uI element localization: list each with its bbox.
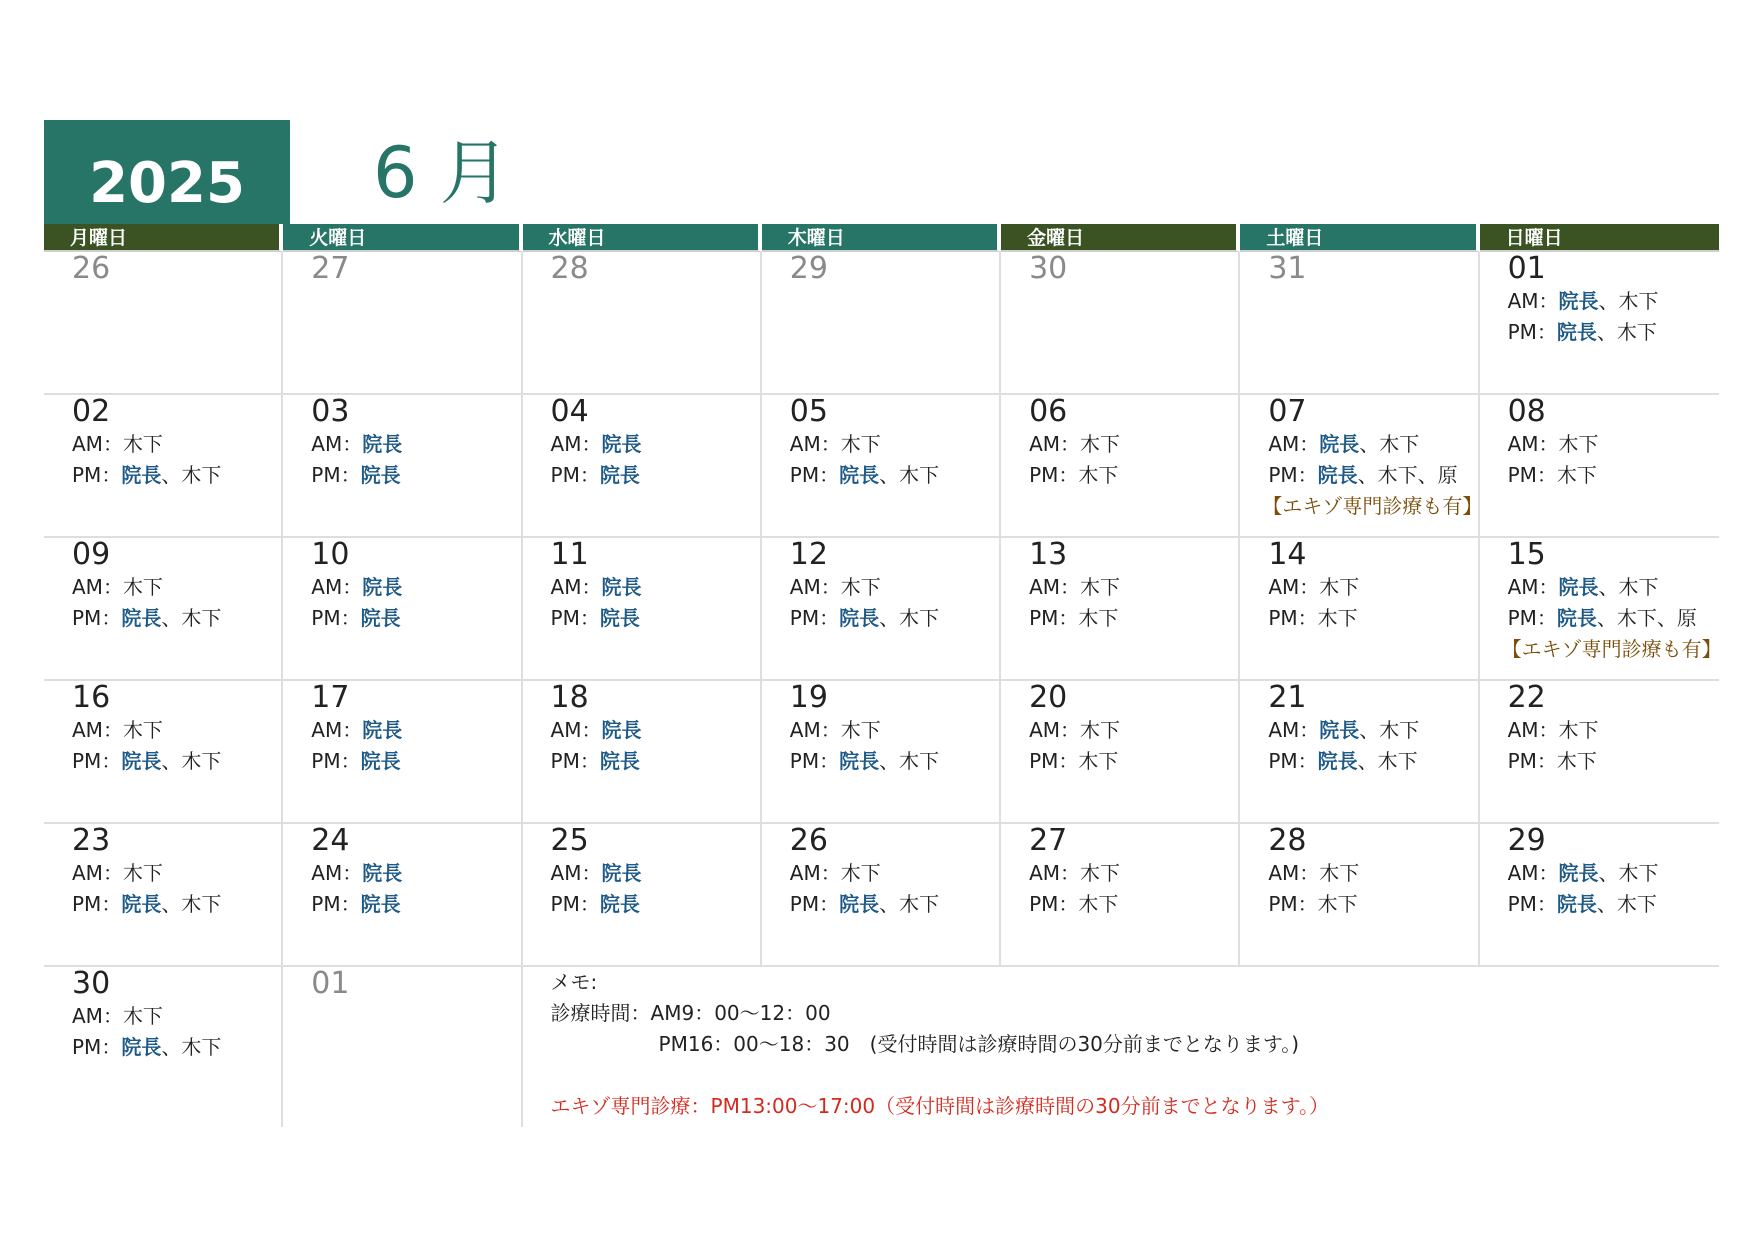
doctor-director: 院長 bbox=[599, 749, 640, 773]
shift-label: PM： bbox=[72, 606, 122, 630]
exotic-note: 【エキゾ専門診療も有】 bbox=[1262, 494, 1483, 518]
doctor-name: 木下 bbox=[840, 575, 881, 599]
day-number: 09 bbox=[72, 537, 111, 572]
weekday-header-2: 水曜日 bbox=[523, 224, 762, 252]
doctor-name: 、木下 bbox=[1359, 432, 1420, 456]
calendar-week-4 bbox=[44, 681, 1719, 824]
day-cell-24[interactable] bbox=[283, 824, 522, 965]
doctor-director: 院長 bbox=[121, 892, 162, 916]
shift-label: AM： bbox=[789, 718, 841, 742]
doctor-director: 院長 bbox=[362, 432, 403, 456]
exotic-note: 【エキゾ専門診療も有】 bbox=[1501, 637, 1722, 661]
am-line bbox=[311, 715, 520, 746]
day-cell-30[interactable] bbox=[1001, 252, 1240, 393]
pm-line bbox=[72, 1032, 281, 1063]
shift-label: PM： bbox=[1268, 463, 1318, 487]
doctor-director: 院長 bbox=[599, 606, 640, 630]
pm-line bbox=[1508, 603, 1719, 634]
pm-line bbox=[1508, 889, 1719, 920]
day-cell-17[interactable] bbox=[283, 681, 522, 822]
shift-label: AM： bbox=[789, 861, 841, 885]
shift-label: PM： bbox=[72, 1035, 122, 1059]
am-line bbox=[72, 572, 281, 603]
day-number: 14 bbox=[1268, 537, 1307, 572]
shift-label: PM： bbox=[1507, 892, 1557, 916]
doctor-name: 木下 bbox=[122, 575, 163, 599]
weekday-header-3: 木曜日 bbox=[762, 224, 1001, 252]
day-cell-01[interactable] bbox=[1480, 252, 1719, 393]
am-line bbox=[1508, 858, 1719, 889]
day-number: 27 bbox=[311, 251, 350, 286]
doctor-name: 、木下 bbox=[879, 892, 940, 916]
day-cell-27[interactable] bbox=[283, 252, 522, 393]
pm-line bbox=[1268, 746, 1477, 777]
day-cell-07[interactable] bbox=[1240, 394, 1483, 536]
doctor-name: 木下 bbox=[1319, 861, 1360, 885]
day-number: 01 bbox=[1507, 251, 1546, 286]
pm-line bbox=[1029, 746, 1238, 777]
pm-line bbox=[1268, 460, 1477, 491]
year-badge: 2025 bbox=[44, 120, 290, 224]
doctor-director: 院長 bbox=[360, 892, 401, 916]
shift-label: AM： bbox=[1507, 575, 1559, 599]
day-cell-22[interactable] bbox=[1480, 681, 1719, 822]
calendar-week-3 bbox=[44, 537, 1722, 681]
am-line bbox=[1029, 715, 1238, 746]
day-number: 11 bbox=[550, 537, 589, 572]
shift-label: AM： bbox=[550, 432, 602, 456]
shift-label: AM： bbox=[311, 432, 363, 456]
day-number: 04 bbox=[550, 394, 589, 429]
doctor-name: 木下 bbox=[1319, 575, 1360, 599]
am-line bbox=[72, 429, 281, 460]
pm-line bbox=[551, 746, 760, 777]
shift-label: PM： bbox=[550, 749, 600, 773]
memo-hours-pm: PM16：00～18：30 (受付時間は診療時間の30分前までとなります。) bbox=[658, 1032, 1300, 1056]
doctor-name: 、木下 bbox=[1357, 749, 1418, 773]
doctor-name: 木下 bbox=[840, 718, 881, 742]
calendar-week-2 bbox=[44, 395, 1719, 538]
shift-label: AM： bbox=[72, 575, 123, 599]
pm-line bbox=[311, 603, 520, 634]
weekday-header-1: 火曜日 bbox=[283, 224, 522, 252]
pm-line bbox=[551, 889, 760, 920]
day-cell-21[interactable] bbox=[1240, 681, 1479, 822]
doctor-name: 木下 bbox=[840, 861, 881, 885]
doctor-name: 、木下 bbox=[161, 749, 222, 773]
doctor-director: 院長 bbox=[1317, 749, 1358, 773]
shift-label: AM： bbox=[789, 575, 841, 599]
calendar bbox=[44, 224, 1722, 1127]
doctor-director: 院長 bbox=[362, 861, 403, 885]
shift-label: PM： bbox=[311, 606, 361, 630]
am-line bbox=[311, 858, 520, 889]
day-number: 26 bbox=[72, 251, 111, 286]
day-cell-29[interactable] bbox=[1480, 824, 1719, 965]
shift-label: PM： bbox=[1029, 749, 1079, 773]
day-cell-12[interactable] bbox=[762, 538, 1001, 679]
shift-label: PM： bbox=[72, 463, 122, 487]
shift-label: PM： bbox=[311, 749, 361, 773]
day-cell-27[interactable] bbox=[1001, 824, 1240, 965]
pm-line bbox=[72, 460, 281, 491]
pm-line bbox=[1268, 603, 1477, 634]
doctor-name: 木下 bbox=[1558, 718, 1599, 742]
day-cell-29[interactable] bbox=[762, 252, 1001, 393]
doctor-name: 、木下 bbox=[161, 1035, 222, 1059]
am-line bbox=[1268, 572, 1477, 603]
doctor-name: 、木下 bbox=[879, 749, 940, 773]
doctor-director: 院長 bbox=[1556, 320, 1597, 344]
doctor-name: 木下 bbox=[122, 1004, 163, 1028]
shift-label: PM： bbox=[1029, 606, 1079, 630]
weekday-header-5: 土曜日 bbox=[1240, 224, 1479, 252]
doctor-name: 木下 bbox=[1078, 463, 1119, 487]
day-cell-15[interactable] bbox=[1480, 537, 1722, 679]
shift-label: AM： bbox=[72, 861, 123, 885]
weekday-header-0: 月曜日 bbox=[44, 224, 283, 252]
doctor-director: 院長 bbox=[121, 606, 162, 630]
doctor-director: 院長 bbox=[1317, 463, 1358, 487]
am-line bbox=[1508, 572, 1719, 603]
pm-line bbox=[551, 460, 760, 491]
doctor-name: 木下 bbox=[1078, 606, 1119, 630]
memo-area bbox=[523, 967, 1719, 1127]
day-number: 25 bbox=[550, 823, 589, 858]
am-line bbox=[1268, 429, 1477, 460]
doctor-name: 、木下 bbox=[879, 463, 940, 487]
shift-label: PM： bbox=[1268, 749, 1318, 773]
pm-line bbox=[1029, 460, 1238, 491]
doctor-director: 院長 bbox=[360, 749, 401, 773]
doctor-name: 木下 bbox=[1080, 432, 1120, 456]
doctor-name: 木下 bbox=[1078, 892, 1119, 916]
pm-line bbox=[311, 746, 520, 777]
doctor-director: 院長 bbox=[839, 892, 880, 916]
day-number: 27 bbox=[1029, 823, 1068, 858]
day-cell-08[interactable] bbox=[1480, 395, 1719, 536]
shift-label: PM： bbox=[1268, 606, 1318, 630]
day-number: 10 bbox=[311, 537, 350, 572]
day-number: 29 bbox=[1507, 823, 1546, 858]
am-line bbox=[1029, 429, 1238, 460]
memo-exotic-hours: エキゾ専門診療：PM13:00～17:00（受付時間は診療時間の30分前までとなります。） bbox=[550, 1094, 1329, 1118]
am-line bbox=[551, 429, 760, 460]
calendar-weeks bbox=[44, 251, 1722, 967]
shift-label: PM： bbox=[789, 606, 840, 630]
day-number: 30 bbox=[1029, 251, 1068, 286]
doctor-name: 、木下 bbox=[1359, 718, 1420, 742]
pm-line bbox=[1508, 746, 1719, 777]
doctor-director: 院長 bbox=[601, 575, 642, 599]
doctor-director: 院長 bbox=[360, 606, 401, 630]
day-cell-05[interactable] bbox=[762, 395, 1001, 536]
doctor-name: 木下 bbox=[1080, 718, 1120, 742]
memo-spacer bbox=[551, 1060, 1720, 1091]
doctor-name: 、木下 bbox=[1598, 575, 1659, 599]
doctor-name: 木下 bbox=[122, 718, 163, 742]
day-number: 02 bbox=[72, 394, 111, 429]
doctor-name: 木下 bbox=[840, 432, 881, 456]
shift-label: AM： bbox=[1268, 861, 1320, 885]
pm-line bbox=[311, 889, 520, 920]
day-number: 01 bbox=[311, 966, 350, 1001]
doctor-director: 院長 bbox=[601, 861, 642, 885]
doctor-director: 院長 bbox=[1558, 575, 1599, 599]
shift-label: PM： bbox=[550, 463, 600, 487]
shift-label: PM： bbox=[789, 749, 840, 773]
am-line bbox=[1508, 286, 1719, 317]
day-cell-03[interactable] bbox=[283, 395, 522, 536]
day-number: 03 bbox=[311, 394, 350, 429]
day-cell-16[interactable] bbox=[44, 681, 283, 822]
day-number: 31 bbox=[1268, 251, 1307, 286]
month-title: 6 月 bbox=[373, 132, 510, 214]
shift-label: PM： bbox=[789, 892, 840, 916]
day-cell-28[interactable] bbox=[1240, 824, 1479, 965]
doctor-director: 院長 bbox=[1558, 861, 1599, 885]
shift-label: AM： bbox=[1507, 432, 1559, 456]
doctor-director: 院長 bbox=[839, 606, 880, 630]
day-number: 28 bbox=[550, 251, 589, 286]
day-number: 12 bbox=[789, 537, 828, 572]
am-line bbox=[1268, 858, 1477, 889]
doctor-director: 院長 bbox=[599, 892, 640, 916]
shift-label: AM： bbox=[1029, 432, 1080, 456]
shift-label: AM： bbox=[550, 575, 602, 599]
pm-line bbox=[72, 889, 281, 920]
day-cell-06[interactable] bbox=[1001, 395, 1240, 536]
shift-label: AM： bbox=[1507, 289, 1559, 313]
pm-line bbox=[1029, 603, 1238, 634]
pm-line bbox=[790, 460, 999, 491]
am-line bbox=[790, 858, 999, 889]
day-number: 05 bbox=[789, 394, 828, 429]
day-number: 15 bbox=[1507, 537, 1546, 572]
shift-label: PM： bbox=[789, 463, 840, 487]
doctor-director: 院長 bbox=[362, 575, 403, 599]
shift-label: PM： bbox=[1507, 749, 1557, 773]
pm-line bbox=[551, 603, 760, 634]
weekday-header-4: 金曜日 bbox=[1001, 224, 1240, 252]
day-number: 30 bbox=[72, 966, 111, 1001]
doctor-name: 、木下、原 bbox=[1357, 463, 1458, 487]
am-line bbox=[1508, 429, 1719, 460]
doctor-name: 、木下、原 bbox=[1596, 606, 1697, 630]
pm-line bbox=[790, 603, 999, 634]
shift-label: AM： bbox=[1268, 718, 1320, 742]
am-line bbox=[790, 429, 999, 460]
doctor-name: 、木下 bbox=[161, 463, 222, 487]
day-number: 20 bbox=[1029, 680, 1068, 715]
day-number: 13 bbox=[1029, 537, 1068, 572]
doctor-name: 木下 bbox=[1556, 749, 1597, 773]
shift-label: PM： bbox=[1268, 892, 1318, 916]
doctor-name: 木下 bbox=[1556, 463, 1597, 487]
day-cell-04[interactable] bbox=[523, 395, 762, 536]
shift-label: AM： bbox=[72, 432, 123, 456]
doctor-director: 院長 bbox=[121, 749, 162, 773]
doctor-name: 木下 bbox=[1317, 606, 1358, 630]
doctor-name: 木下 bbox=[1558, 432, 1599, 456]
shift-label: PM： bbox=[1029, 892, 1079, 916]
am-line bbox=[790, 715, 999, 746]
day-number: 28 bbox=[1268, 823, 1307, 858]
am-line bbox=[1268, 715, 1477, 746]
doctor-director: 院長 bbox=[121, 1035, 162, 1059]
day-number: 22 bbox=[1507, 680, 1546, 715]
calendar-week-5 bbox=[44, 824, 1719, 967]
day-cell-30[interactable] bbox=[44, 967, 283, 1127]
am-line bbox=[790, 572, 999, 603]
am-line bbox=[72, 1001, 281, 1032]
doctor-director: 院長 bbox=[121, 463, 162, 487]
shift-label: PM： bbox=[1029, 463, 1079, 487]
doctor-name: 、木下 bbox=[879, 606, 940, 630]
shift-label: AM： bbox=[72, 718, 123, 742]
day-cell-14[interactable] bbox=[1240, 538, 1479, 679]
shift-label: AM： bbox=[789, 432, 841, 456]
day-cell-23[interactable] bbox=[44, 824, 283, 965]
shift-label: AM： bbox=[1507, 861, 1559, 885]
doctor-name: 、木下 bbox=[1598, 289, 1659, 313]
doctor-director: 院長 bbox=[839, 749, 880, 773]
doctor-name: 、木下 bbox=[1596, 892, 1657, 916]
day-number: 19 bbox=[789, 680, 828, 715]
day-cell-02[interactable] bbox=[44, 395, 283, 536]
shift-label: PM： bbox=[72, 892, 122, 916]
memo-hours-am: 診療時間：AM9：00～12：00 bbox=[550, 1001, 831, 1025]
shift-label: PM： bbox=[311, 463, 361, 487]
am-line bbox=[1029, 858, 1238, 889]
shift-label: PM： bbox=[311, 892, 361, 916]
doctor-name: 木下 bbox=[122, 861, 163, 885]
doctor-name: 木下 bbox=[122, 432, 163, 456]
am-line bbox=[1508, 715, 1719, 746]
day-number: 06 bbox=[1029, 394, 1068, 429]
doctor-name: 、木下 bbox=[161, 892, 222, 916]
am-line bbox=[551, 572, 760, 603]
am-line bbox=[1029, 572, 1238, 603]
doctor-name: 木下 bbox=[1078, 749, 1119, 773]
shift-label: AM： bbox=[311, 861, 363, 885]
am-line bbox=[72, 715, 281, 746]
shift-label: AM： bbox=[1507, 718, 1559, 742]
day-cell-11[interactable] bbox=[523, 538, 762, 679]
shift-label: PM： bbox=[550, 606, 600, 630]
am-line bbox=[72, 858, 281, 889]
day-number: 18 bbox=[550, 680, 589, 715]
day-cell-26[interactable] bbox=[44, 252, 283, 393]
day-cell-19[interactable] bbox=[762, 681, 1001, 822]
doctor-director: 院長 bbox=[1556, 892, 1597, 916]
day-number: 07 bbox=[1268, 394, 1307, 429]
calendar-week-1 bbox=[44, 252, 1719, 395]
shift-label: PM： bbox=[1507, 320, 1557, 344]
doctor-name: 木下 bbox=[1317, 892, 1358, 916]
pm-line bbox=[1029, 889, 1238, 920]
pm-line bbox=[1508, 460, 1719, 491]
doctor-director: 院長 bbox=[601, 432, 642, 456]
pm-line bbox=[72, 603, 281, 634]
day-number: 08 bbox=[1507, 394, 1546, 429]
day-cell-31[interactable] bbox=[1240, 252, 1479, 393]
weekday-header-row bbox=[44, 224, 1719, 252]
doctor-director: 院長 bbox=[1319, 432, 1360, 456]
day-number: 24 bbox=[311, 823, 350, 858]
shift-label: AM： bbox=[1029, 861, 1080, 885]
day-cell-26[interactable] bbox=[762, 824, 1001, 965]
day-number: 16 bbox=[72, 680, 111, 715]
day-number: 29 bbox=[789, 251, 828, 286]
shift-label: PM： bbox=[1507, 463, 1557, 487]
doctor-director: 院長 bbox=[1556, 606, 1597, 630]
doctor-director: 院長 bbox=[362, 718, 403, 742]
day-number: 17 bbox=[311, 680, 350, 715]
day-cell-18[interactable] bbox=[523, 681, 762, 822]
doctor-director: 院長 bbox=[601, 718, 642, 742]
day-cell-28[interactable] bbox=[523, 252, 762, 393]
doctor-director: 院長 bbox=[1558, 289, 1599, 313]
day-cell-25[interactable] bbox=[523, 824, 762, 965]
shift-label: AM： bbox=[550, 718, 602, 742]
am-line bbox=[311, 572, 520, 603]
day-cell-09[interactable] bbox=[44, 538, 283, 679]
doctor-name: 木下 bbox=[1080, 575, 1120, 599]
pm-line bbox=[311, 460, 520, 491]
day-number: 26 bbox=[789, 823, 828, 858]
shift-label: AM： bbox=[1268, 432, 1320, 456]
doctor-director: 院長 bbox=[1319, 718, 1360, 742]
shift-label: PM： bbox=[1507, 606, 1557, 630]
shift-label: AM： bbox=[1029, 718, 1080, 742]
pm-line bbox=[790, 889, 999, 920]
doctor-director: 院長 bbox=[599, 463, 640, 487]
day-cell-10[interactable] bbox=[283, 538, 522, 679]
day-cell-13[interactable] bbox=[1001, 538, 1240, 679]
shift-label: AM： bbox=[1268, 575, 1320, 599]
doctor-director: 院長 bbox=[360, 463, 401, 487]
calendar-week-6 bbox=[44, 967, 1719, 1127]
day-cell-20[interactable] bbox=[1001, 681, 1240, 822]
pm-line bbox=[1268, 889, 1477, 920]
weekday-header-6: 日曜日 bbox=[1480, 224, 1719, 252]
memo-title: メモ: bbox=[550, 970, 598, 994]
am-line bbox=[311, 429, 520, 460]
pm-line bbox=[72, 746, 281, 777]
shift-label: AM： bbox=[72, 1004, 123, 1028]
am-line bbox=[551, 858, 760, 889]
doctor-name: 、木下 bbox=[1596, 320, 1657, 344]
day-number: 21 bbox=[1268, 680, 1307, 715]
shift-label: PM： bbox=[550, 892, 600, 916]
doctor-name: 、木下 bbox=[1598, 861, 1659, 885]
am-line bbox=[551, 715, 760, 746]
day-number: 23 bbox=[72, 823, 111, 858]
day-cell-next-01[interactable] bbox=[283, 967, 522, 1127]
shift-label: AM： bbox=[311, 575, 363, 599]
shift-label: AM： bbox=[311, 718, 363, 742]
doctor-name: 木下 bbox=[1080, 861, 1120, 885]
shift-label: PM： bbox=[72, 749, 122, 773]
pm-line bbox=[1508, 317, 1719, 348]
shift-label: AM： bbox=[550, 861, 602, 885]
shift-label: AM： bbox=[1029, 575, 1080, 599]
pm-line bbox=[790, 746, 999, 777]
doctor-name: 、木下 bbox=[161, 606, 222, 630]
doctor-director: 院長 bbox=[839, 463, 880, 487]
